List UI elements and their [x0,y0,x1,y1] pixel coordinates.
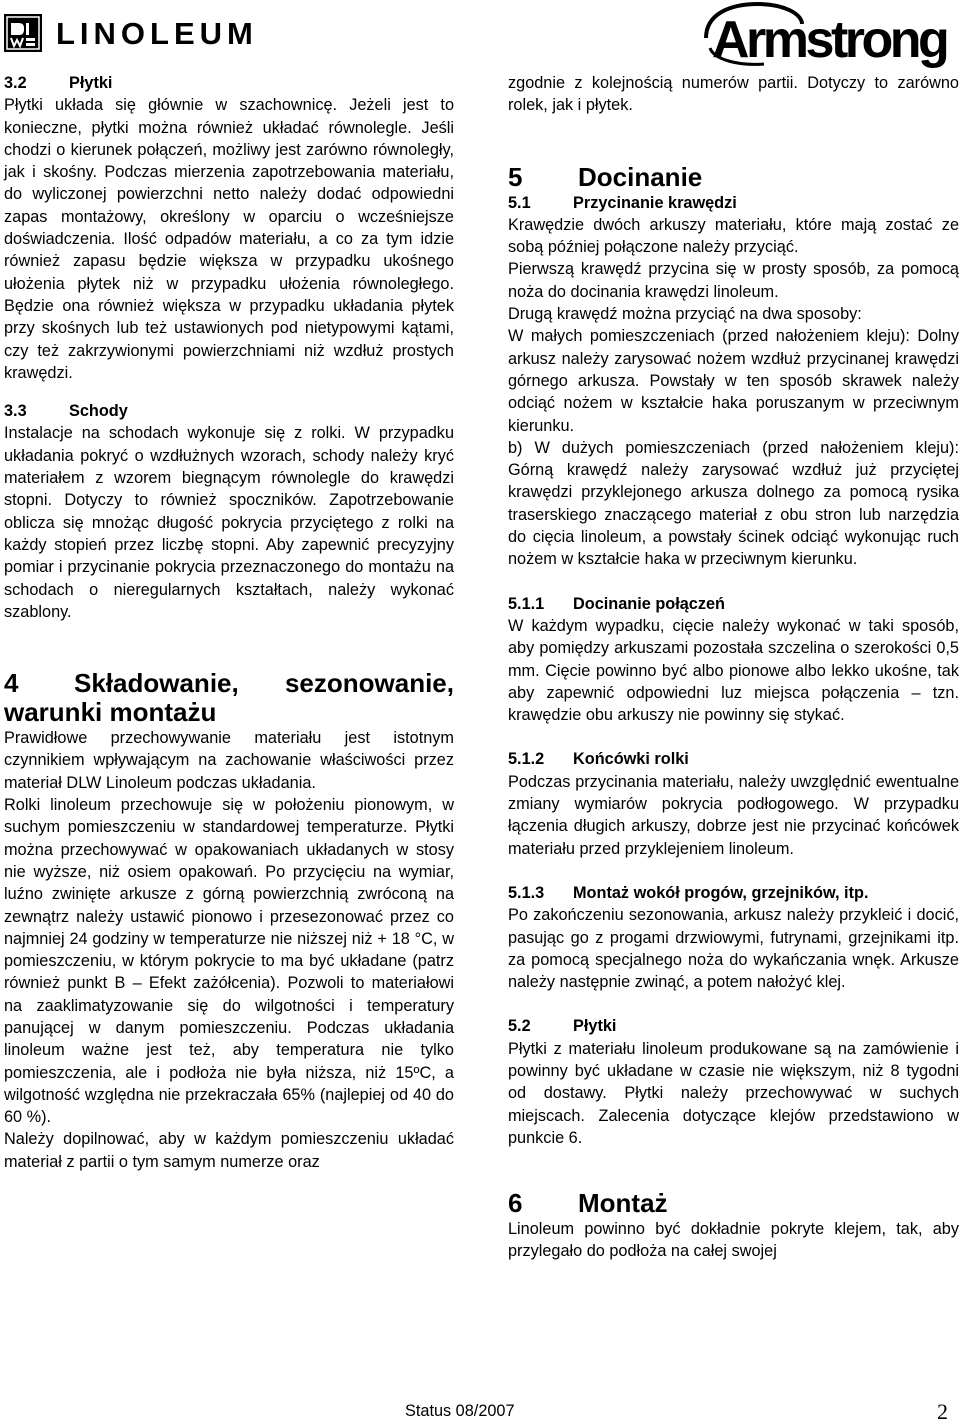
section-number: 6 [508,1188,523,1219]
section-title: Przycinanie krawędzi [573,193,737,212]
section-3-3-body: Instalacje na schodach wykonuje się z rolki. W przypadku układania pokryć o wzdłużnych wzorach, schody należy kryć materiałem z wzorem biegnącym równolegle do krawędzi stopni. Dotyczy to również spoczników. Zapotrzebowanie oblicza się mnożąc długość pokrycia przyciętego z rolki na każdy stopień przez liczbę stopni. Aby zapewnić precyzyjny pomiar i przycinanie pokrycia przeznaczonego do montażu na schodach o nieregularnych kształtach, należy wykonać szablony. [4,424,454,621]
section-5-1-paragraph-1: Krawędzie dwóch arkuszy materiału, które mają zostać ze sobą później połączone należy przyciąć. [508,215,959,257]
section-3-3-heading [4,400,454,422]
continued-paragraph: zgodnie z kolejnością numerów partii. Dotyczy to zarówno rolek, jak i płytek. [508,74,959,115]
linoleum-logo-text: LINOLEUM [56,16,258,51]
section-4-heading-line2: warunki montażu [4,697,217,728]
dlw-logo-icon [4,14,42,52]
section-5-1-2-heading [508,748,959,770]
section-4-paragraph-3: Należy dopilnować, aby w każdym pomieszczeniu układać materiał z partii o tym samym numerze oraz [4,1130,454,1171]
page-number: 2 [937,1399,948,1424]
section-title: Końcówki rolki [573,750,689,769]
right-column [508,72,959,1263]
section-5-1-2-body: Podczas przycinania materiału, należy uwzględnić ewentualne zmiany wymiarów pokrycia podłogowego. W przypadku łączenia długich arkuszy, dobrze jest nie przycinać końcówek materiału przed przyklejeniem linoleum. [508,772,959,858]
section-5-1-paragraph-2: Pierwszą krawędź przycina się w prosty sposób, za pomocą noża do docinania krawędzi linoleum. [508,260,959,301]
section-5-1-heading [508,192,959,214]
left-column [4,72,454,1173]
section-title: Płytki [69,74,113,92]
section-5-2-heading [508,1015,959,1037]
armstrong-logo-text: Armstrong [712,11,947,69]
section-5-1-3-heading [508,882,959,904]
section-5-1-1-heading [508,593,959,615]
section-number: 3.3 [4,402,27,421]
section-5-1-paragraph-5: b) W dużych pomieszczeniach (przed nałożeniem kleju): Górną krawędź należy zarysować wzdłuż już przyciętej krawędzi przyklejonego arkusza dolnego za pomocą rysika traserskiego znaczącego materiał z obu stron lub narzędzia do cięcia linoleum, a powstały ścinek odciąć wykonując ruch nożem w kształcie haka w przeciwnym kierunku. [508,438,959,569]
section-title: Montaż wokół progów, grzejników, itp. [573,883,869,902]
page-header [0,0,960,68]
section-5-1-3-body: Po zakończeniu sezonowania, arkusz należy przykleić i docić, pasując go z progami drzwiowymi, futrynami, grzejnikami itp. za pomocą specjalnego noża do wykańczania wnęk. Arkusze należy następnie zwinąć, a potem nałożyć klej. [508,906,959,992]
section-number: 4 [4,668,19,699]
section-3-2-heading [4,72,454,94]
section-5-heading [508,163,959,192]
section-number: 3.2 [4,74,27,92]
section-number: 5 [508,161,523,192]
section-title: Płytki [573,1017,617,1036]
section-4-heading-line1 [4,669,454,698]
section-number: 5.2 [508,1017,531,1036]
section-title: Schody [69,402,128,421]
section-title-part: Składowanie, [74,668,239,699]
section-4-paragraph-2: Rolki linoleum przechowuje się w położeniu pionowym, w suchym pomieszczeniu w standardowej temperaturze. Płytki można przechowywać w opakowaniach układanych w stosy nie wyższe, niż osiem opakowań. Po przycięciu na wymiar, luźno zwinięte arkusze z górną powierzchnią zwróconą na zewnątrz należy ustawić pionowo i przesezonować przez co najmniej 24 godziny w temperaturze nie niższej niż + 18 °C, w pomieszczeniu, w którym pokrycie to ma być układane (patrz również punkt B – Efekt zażółcenia). Pozwoli to materiałowi na zaaklimatyzowanie się do wilgotności i temperatury panującej w danym pomieszczeniu. Podczas układania linoleum ważne jest też, aby temperatura nie tylko pomieszczenia, ale i podłoża nie była niższa, niż 15ºC, a wilgotność względna nie przekraczała 65% (najlepiej od 40 do 60 %). [4,796,454,1127]
section-3-2-body: Płytki układa się głównie w szachownicę. Jeżeli jest to konieczne, płytki można również układać równolegle. Jeśli chodzi o kierunek połączeń, możliwy jest zarówno równoległy, jak i skośny. Podczas mierzenia zapotrzebowania materiału, do wyliczonej powierzchni netto należy dodać odpowiedni zapas montażowy, określony w oparciu o wcześniejsze doświadczenia. Ilość odpadów materiału, a co za tym idzie również zapasu będzie większa w przypadku ukośnego ułożenia płytek niż w przypadku ułożenia równoległego. Będzie ona również większa w przypadku układania płytek przy skośnych lub też ustawionych pod nietypowymi kątami, czy też zakrzywionymi powierzchniami niż wzdłuż prostych krawędzi. [4,96,454,382]
section-title: Docinanie połączeń [573,594,725,613]
section-number: 5.1 [508,193,531,212]
section-5-2-body: Płytki z materiału linoleum produkowane są na zamówienie i powinny być układane w czasie nie większym, niż 8 tygodni od dostawy. Płytki należy przechowywać w suchych miejscach. Zalecenia dotyczące klejów przedstawiono w punkcie 6. [508,1039,959,1147]
document-status: Status 08/2007 [405,1402,515,1420]
section-5-1-1-body: W każdym wypadku, cięcie należy wykonać w taki sposób, aby pomiędzy arkuszami pozostała szczelina o szerokości 0,5 mm. Cięcie powinno być albo pionowe albo lekko ukośne, tak aby zapewnić odpowiedni luz miejsca połączenia – tzn. krawędzie obu arkuszy nie powinny się stykać. [508,616,959,725]
section-5-1-paragraph-4: W małych pomieszczeniach (przed nałożeniem kleju): Dolny arkusz należy zarysować nożem wzdłuż przycinanej krawędzi górnego arkusza. Powstały w ten sposób skrawek należy odciąć nożem w kształcie haka poruszanym w przeciwnym kierunku. [508,327,959,435]
section-number: 5.1.2 [508,750,545,769]
section-number: 5.1.3 [508,883,545,902]
section-5-1-paragraph-3: Drugą krawędź można przyciąć na dwa sposoby: [508,305,862,324]
section-number: 5.1.1 [508,594,545,613]
section-title: Docinanie [578,161,703,192]
section-title-part: sezonowanie, [284,668,454,699]
section-title: Montaż [578,1188,668,1219]
section-6-heading [508,1189,959,1218]
section-4-paragraph-1: Prawidłowe przechowywanie materiału jest istotnym czynnikiem wpływającym na zachowanie właściwości przez materiał DLW Linoleum podczas układania. [4,729,454,792]
section-6-body: Linoleum powinno być dokładnie pokryte klejem, tak, aby przylegało do podłoża na całej swojej [508,1220,959,1261]
